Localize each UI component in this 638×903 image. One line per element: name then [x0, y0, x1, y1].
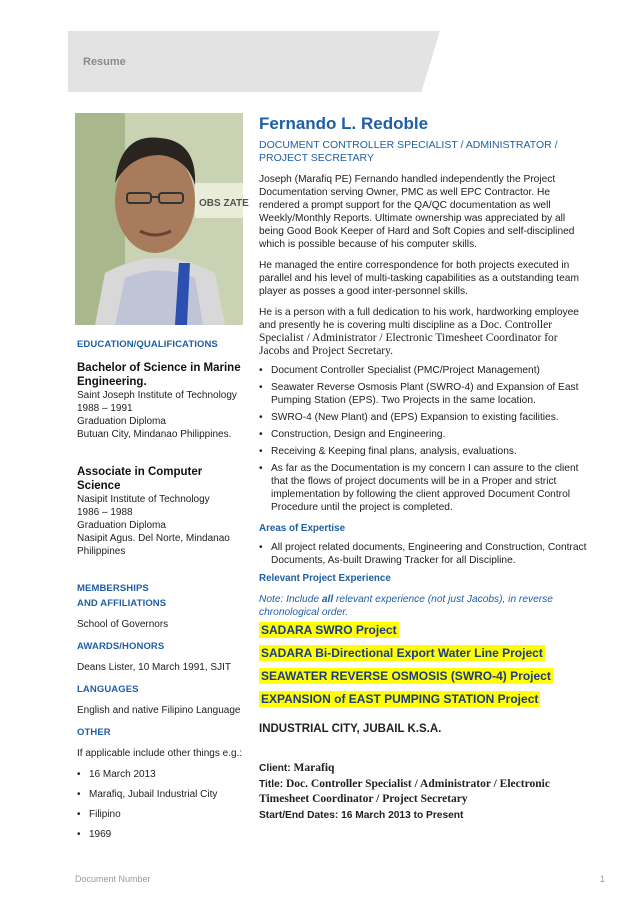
footer-document-number: Document Number	[75, 874, 151, 884]
degree1-school: Saint Joseph Institute of Technology	[77, 390, 237, 401]
title-line	[259, 777, 589, 807]
duty-item: • Construction, Design and Engineering.	[259, 428, 589, 441]
other-intro: If applicable include other things e.g.:	[77, 748, 243, 759]
summary-paragraph-3	[259, 306, 589, 358]
other-item: • Filipino	[77, 808, 245, 821]
project-item: SEAWATER REVERSE OSMOSIS (SWRO-4) Project	[261, 669, 551, 683]
awards-heading: AWARDS/HONORS	[77, 641, 165, 652]
other-item: • 1969	[77, 828, 245, 841]
other-heading: OTHER	[77, 727, 111, 738]
degree1-title: Bachelor of Science in Marine Engineering.	[77, 362, 241, 388]
degree1-location: Butuan City, Mindanao Philippines.	[77, 429, 232, 440]
person-photo-icon	[75, 113, 249, 325]
client-label: Client:	[259, 763, 294, 774]
title-label: Title:	[259, 779, 286, 790]
title-value: Doc. Controller Specialist / Administrator / Electronic Timesheet Coordinator / Project Secretary	[259, 778, 550, 805]
degree2-school: Nasipit Institute of Technology	[77, 494, 210, 505]
languages-value: English and native Filipino Language	[77, 705, 241, 716]
footer-page-number: 1	[600, 874, 606, 884]
degree2-location: Nasipit Agus. Del Norte, Mindanao Philippines	[77, 533, 230, 557]
project-location: INDUSTRIAL CITY, JUBAIL K.S.A.	[259, 723, 442, 735]
degree1-years: 1988 – 1991	[77, 403, 133, 414]
duties-list	[259, 364, 589, 514]
degree2-years: 1986 – 1988	[77, 507, 133, 518]
summary-paragraph-3-text: He is a person with a full dedication to his work, hardworking employee and presently he is covering multi discipline as a	[259, 307, 579, 331]
memberships-heading-1: MEMBERSHIPS	[77, 583, 149, 594]
expertise-list	[259, 541, 589, 567]
projects-list	[259, 619, 589, 707]
education-heading: EDUCATION/QUALIFICATIONS	[77, 339, 218, 350]
header-label: Resume	[83, 56, 126, 68]
person-name: Fernando L. Redoble	[259, 114, 429, 133]
client-value: Marafiq	[293, 762, 335, 774]
project-item: SADARA SWRO Project	[261, 623, 397, 637]
duty-item: • Seawater Reverse Osmosis Plant (SWRO-4) and Expansion of East Pumping Station (EPS). Two Projects in the same location.	[259, 381, 589, 407]
memberships-value: School of Governors	[77, 619, 169, 630]
other-list	[77, 768, 245, 841]
badge-text: OBS ZATE	[199, 198, 249, 209]
expertise-heading: Areas of Expertise	[259, 523, 346, 534]
languages-heading: LANGUAGES	[77, 684, 139, 695]
note-bold: all	[321, 594, 334, 605]
experience-note	[259, 593, 589, 619]
project-item: SADARA Bi-Directional Export Water Line Project	[261, 646, 543, 660]
summary-paragraph-2: He managed the entire correspondence for both projects executed in parallel and his level of multi-tasking capabilities as a outstanding team player as posses a good inter-personnel skills.	[259, 260, 579, 297]
experience-heading: Relevant Project Experience	[259, 573, 391, 584]
memberships-heading-2: AND AFFILIATIONS	[77, 598, 167, 609]
project-item: EXPANSION of EAST PUMPING STATION Project	[261, 692, 539, 706]
degree1-diploma: Graduation Diploma	[77, 416, 166, 427]
duty-item: • Document Controller Specialist (PMC/Project Management)	[259, 364, 589, 377]
note-post: relevant experience (not just Jacobs), in reverse chronological order.	[259, 594, 553, 618]
degree2-diploma: Graduation Diploma	[77, 520, 166, 531]
duty-item: • As far as the Documentation is my concern I can assure to the client that the flows of project documents will be in a Proper and strict implementation by following the client approved Document Control Procedure until the project is completed.	[259, 462, 589, 514]
summary-paragraph-3-serif: Doc. Controller Specialist / Administrator / Electronic Timesheet Coordinator for Jacobs and Project Secretary.	[259, 319, 558, 357]
note-pre: Note: Include	[259, 594, 322, 605]
degree2-title: Associate in Computer Science	[77, 466, 203, 492]
left-column	[77, 338, 245, 848]
other-item: • 16 March 2013	[77, 768, 245, 781]
duty-item: • SWRO-4 (New Plant) and (EPS) Expansion to existing facilities.	[259, 411, 589, 424]
client-line	[259, 762, 589, 775]
profile-photo	[75, 113, 249, 325]
other-item: • Marafiq, Jubail Industrial City	[77, 788, 245, 801]
expertise-item: • All project related documents, Engineering and Construction, Contract Documents, As-built Drawing Tracker for all Discipline.	[259, 541, 589, 567]
job-title: DOCUMENT CONTROLLER SPECIALIST / ADMINISTRATOR / PROJECT SECRETARY	[259, 139, 558, 164]
summary-paragraph-1: Joseph (Marafiq PE) Fernando handled independently the Project Documentation serving Owner, PMC as well EPC Contractor. He rendered a prompt support for the QA/QC documentation as well Weekly/Monthly Reports. Ultimate ownership was appreciated by all being Good Book Keeper of Hard and Soft Copies and self-disciplined which is possible because of his computer skills.	[259, 174, 575, 250]
duty-item: • Receiving & Keeping final plans, analysis, evaluations.	[259, 445, 589, 458]
dates-line: Start/End Dates: 16 March 2013 to Present	[259, 810, 464, 821]
right-column	[259, 113, 589, 822]
awards-value: Deans Lister, 10 March 1991, SJIT	[77, 662, 231, 673]
